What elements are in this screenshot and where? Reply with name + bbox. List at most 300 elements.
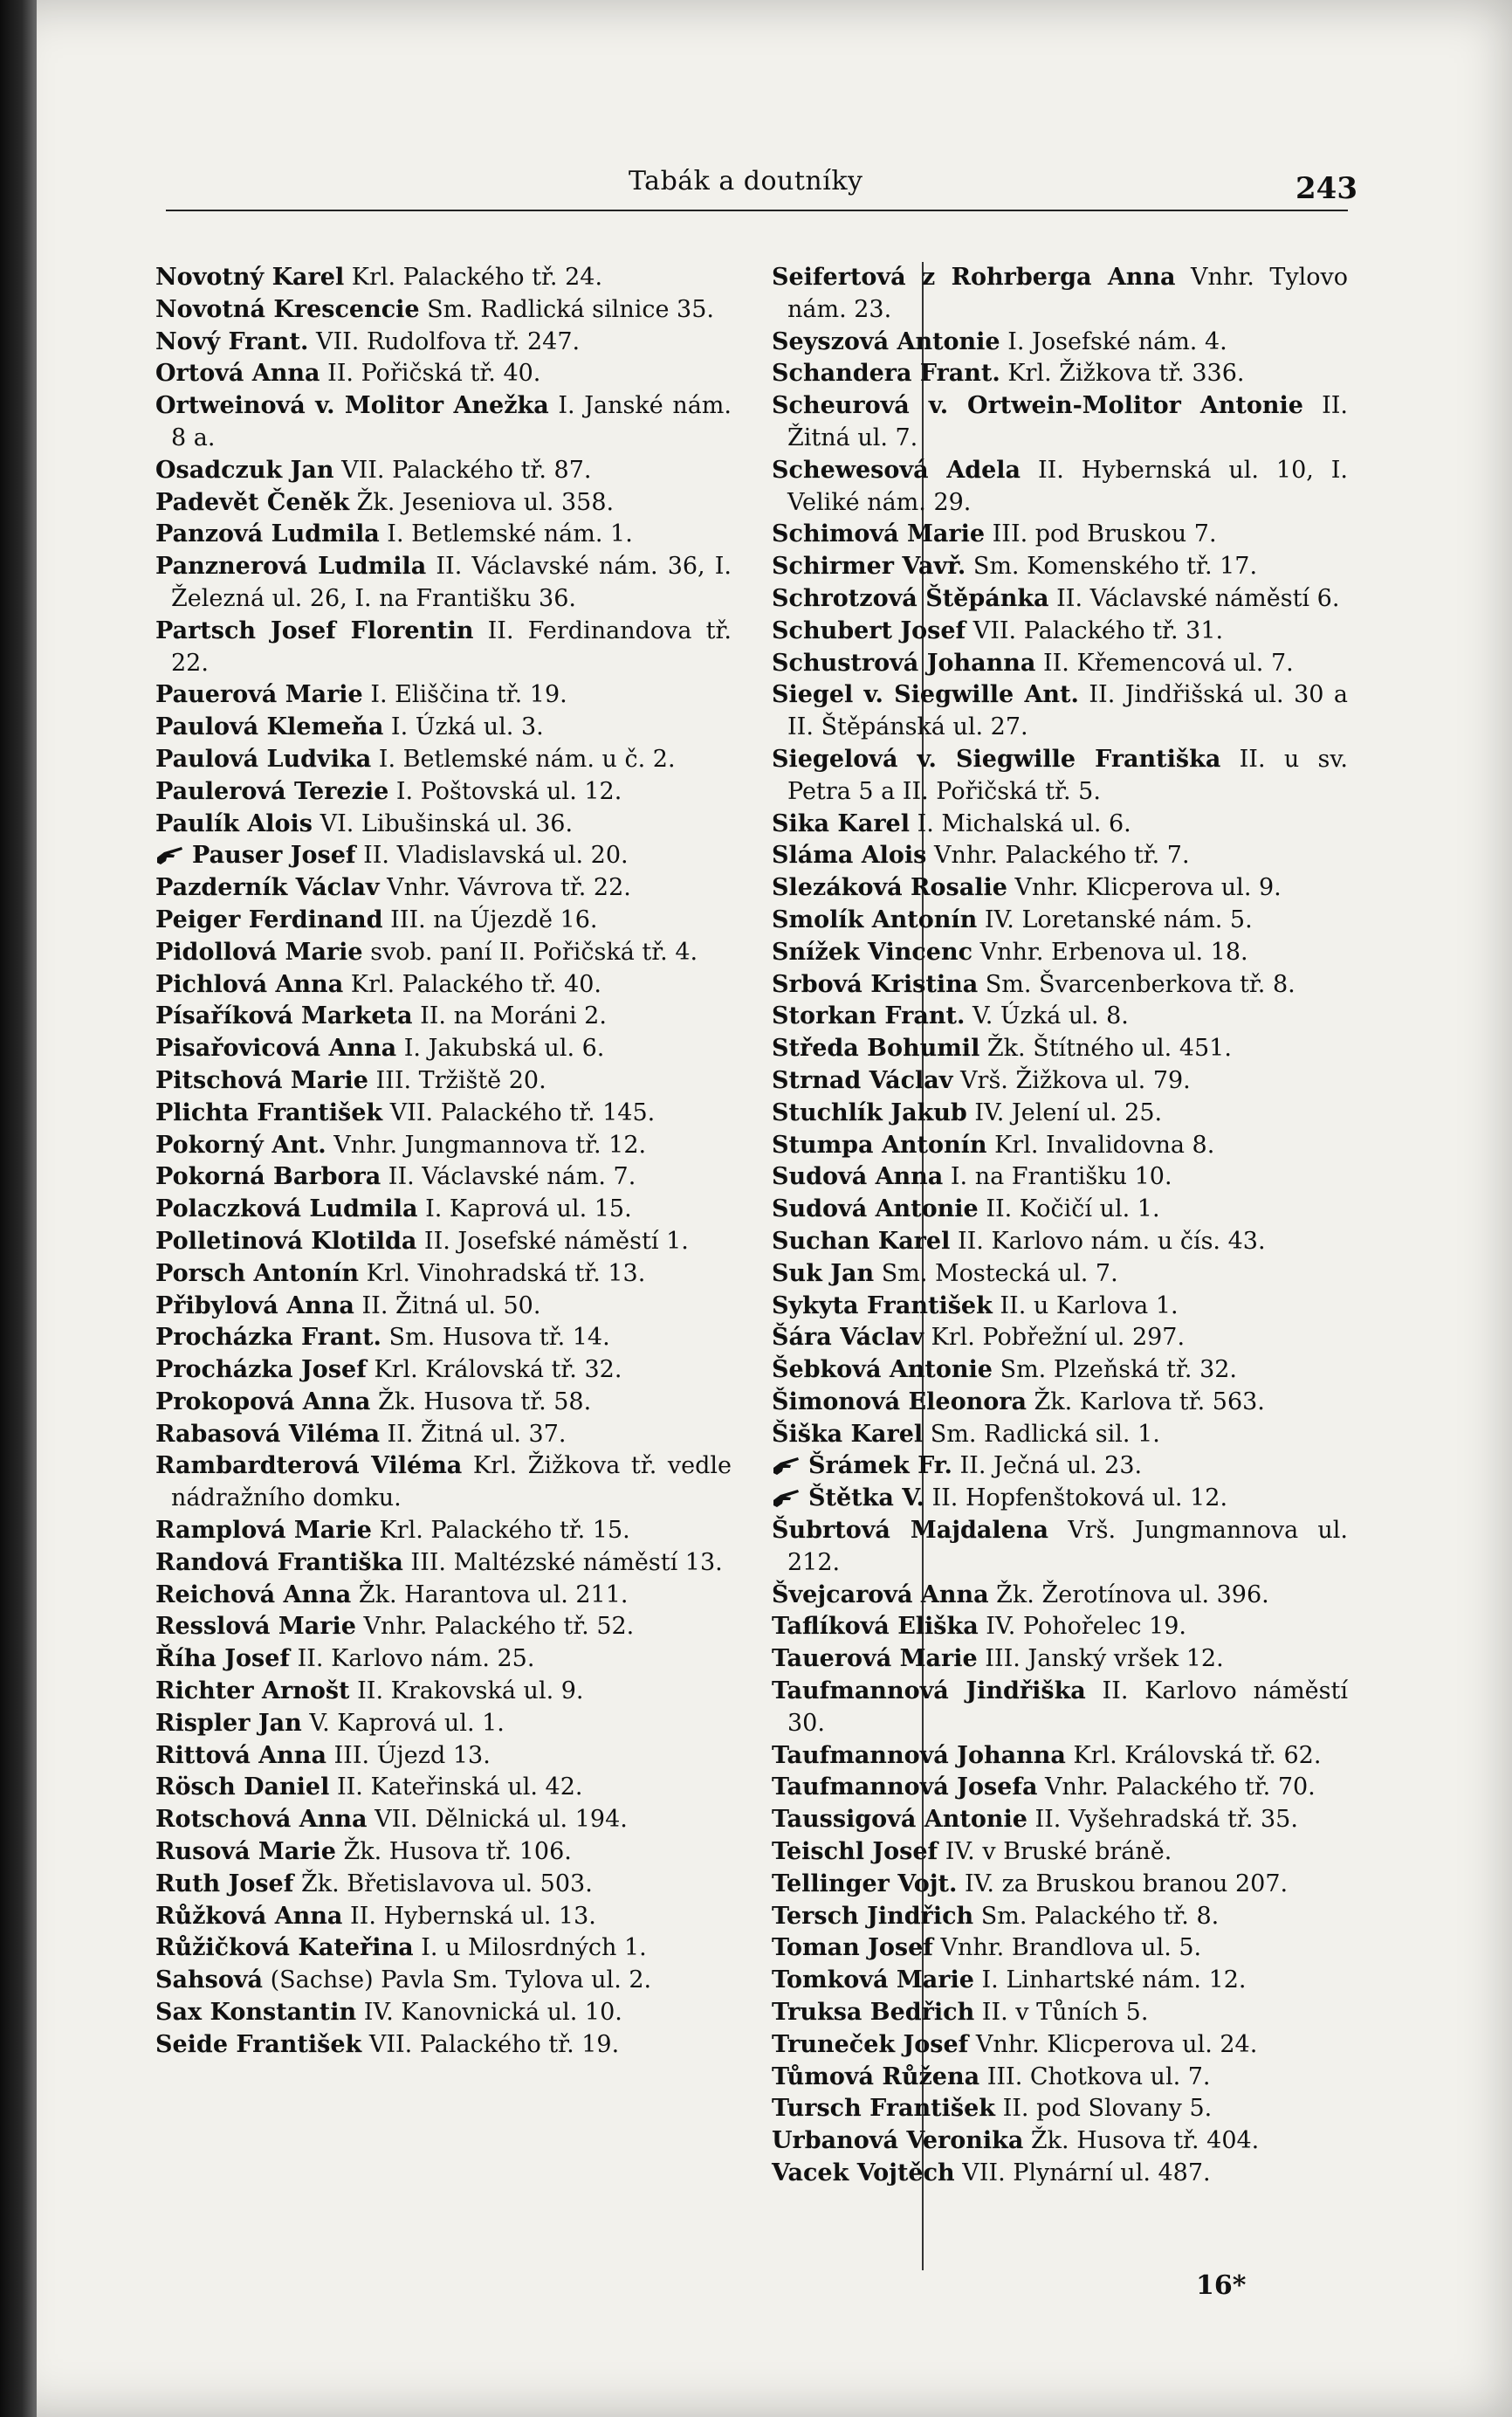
entry-name: Toman Josef bbox=[772, 1934, 933, 1962]
entry-name: Písaříková Marketa bbox=[155, 1002, 413, 1030]
directory-entry bbox=[155, 1676, 732, 1708]
page-number: 243 bbox=[1296, 171, 1357, 206]
directory-entry bbox=[772, 1483, 1348, 1515]
directory-entry bbox=[772, 1194, 1348, 1226]
entry-address: Krl. Palackého tř. 40. bbox=[343, 970, 602, 998]
entry-name: Seifertová z Rohrberga Anna bbox=[772, 264, 1176, 291]
entry-address: Žk. Husova tř. 58. bbox=[370, 1388, 592, 1415]
entry-name: Taufmannová Johanna bbox=[772, 1741, 1066, 1769]
directory-entry bbox=[772, 1098, 1348, 1130]
entry-name: Paulová Ludvika bbox=[155, 745, 372, 773]
directory-entry bbox=[155, 1291, 732, 1323]
directory-entry bbox=[155, 969, 732, 1002]
entry-address: (Sachse) Pavla Sm. Tylova ul. 2. bbox=[263, 1966, 652, 1994]
entry-address: I. na Františku 10. bbox=[943, 1163, 1172, 1191]
entry-address: Vrš. Jungmannova ul. 212. bbox=[787, 1517, 1348, 1576]
directory-entry bbox=[772, 1772, 1348, 1804]
directory-entry bbox=[772, 1643, 1348, 1676]
directory-entry bbox=[155, 809, 732, 841]
pointing-hand-icon bbox=[772, 1456, 801, 1477]
directory-entry bbox=[155, 1772, 732, 1804]
entry-name: Sykyta František bbox=[772, 1291, 993, 1319]
directory-entry bbox=[772, 1804, 1348, 1836]
page-title: Tabák a doutníky bbox=[629, 166, 863, 196]
entry-address: II. Jindřišská ul. 30 a II. Štěpánská ul. 27. bbox=[787, 681, 1349, 741]
entry-address: II. u Karlova 1. bbox=[992, 1291, 1179, 1319]
entry-address: V. Kaprová ul. 1. bbox=[301, 1709, 505, 1737]
entry-name: Plichta František bbox=[155, 1098, 383, 1126]
entry-name: Říha Josef bbox=[155, 1645, 290, 1673]
entry-address: II. Karlovo náměstí 30. bbox=[787, 1677, 1348, 1737]
entry-address: IV. za Bruskou branou 207. bbox=[957, 1870, 1289, 1897]
entry-address: II. Krakovská ul. 9. bbox=[349, 1677, 584, 1705]
directory-entry bbox=[155, 1098, 732, 1130]
entry-address: Vnhr. Jungmannova tř. 12. bbox=[326, 1131, 647, 1159]
entry-name: Tellinger Vojt. bbox=[772, 1870, 958, 1897]
entry-name: Švejcarová Anna bbox=[772, 1580, 989, 1608]
directory-entry bbox=[155, 1836, 732, 1869]
entry-name: Siegel v. Siegwille Ant. bbox=[772, 681, 1079, 709]
directory-entry bbox=[772, 327, 1348, 359]
entry-name: Schandera Frant. bbox=[772, 360, 1000, 388]
directory-entry bbox=[155, 1515, 732, 1547]
directory-entry bbox=[772, 1965, 1348, 1997]
entry-name: Rösch Daniel bbox=[155, 1773, 330, 1801]
directory-entry bbox=[772, 1065, 1348, 1098]
entry-name: Pichlová Anna bbox=[155, 970, 344, 998]
entry-name: Pisařovicová Anna bbox=[155, 1035, 397, 1063]
entry-address: II. Ferdinandova tř. 22. bbox=[171, 616, 732, 677]
directory-entry bbox=[772, 1611, 1348, 1643]
entry-address: VII. Plynární ul. 487. bbox=[954, 2159, 1211, 2187]
entry-address: II. Ječná ul. 23. bbox=[952, 1452, 1143, 1480]
entry-name: Teischl Josef bbox=[772, 1838, 938, 1866]
directory-entry bbox=[772, 1354, 1348, 1387]
entry-address: II. Pořičská tř. 40. bbox=[320, 360, 541, 388]
entry-address: VII. Palackého tř. 31. bbox=[966, 616, 1224, 644]
entry-name: Pokorná Barbora bbox=[155, 1163, 381, 1191]
entry-name: Truksa Bedřich bbox=[772, 1999, 975, 2027]
entry-address: Sm. Radlická silnice 35. bbox=[419, 295, 714, 323]
entry-address: Vnhr. Vávrova tř. 22. bbox=[379, 874, 631, 902]
entry-name: Šubrtová Majdalena bbox=[772, 1517, 1048, 1545]
entry-name: Procházka Josef bbox=[155, 1356, 367, 1384]
entry-address: III. Maltézské náměstí 13. bbox=[402, 1548, 723, 1576]
directory-entry bbox=[155, 2029, 732, 2062]
entry-address: svob. paní II. Pořičská tř. 4. bbox=[362, 938, 698, 966]
directory-entry bbox=[155, 455, 732, 487]
directory-entry bbox=[772, 744, 1348, 809]
directory-entry bbox=[772, 872, 1348, 905]
directory-entry bbox=[155, 1065, 732, 1098]
entry-name: Středa Bohumil bbox=[772, 1035, 980, 1063]
directory-entry bbox=[155, 712, 732, 744]
directory-entry bbox=[155, 294, 732, 327]
entry-address: IV. Pohořelec 19. bbox=[978, 1613, 1186, 1641]
entry-name: Polaczková Ludmila bbox=[155, 1195, 418, 1223]
entry-name: Ramplová Marie bbox=[155, 1517, 372, 1545]
entry-name: Storkan Frant. bbox=[772, 1002, 966, 1030]
entry-address: Krl. Palackého tř. 15. bbox=[371, 1517, 630, 1545]
entry-name: Rabasová Viléma bbox=[155, 1420, 380, 1448]
directory-entry bbox=[772, 1419, 1348, 1451]
entry-address: Žk. Břetislavova ul. 503. bbox=[293, 1870, 593, 1897]
entry-name: Strnad Václav bbox=[772, 1066, 953, 1094]
directory-entry bbox=[155, 744, 732, 776]
directory-entry bbox=[772, 1515, 1348, 1580]
directory-entry bbox=[155, 679, 732, 712]
entry-name: Růžková Anna bbox=[155, 1902, 343, 1930]
entry-address: II. Vyšehradská tř. 35. bbox=[1027, 1806, 1298, 1834]
entry-name: Růžičková Kateřina bbox=[155, 1934, 414, 1962]
entry-address: I. Linhartské nám. 12. bbox=[973, 1966, 1247, 1994]
entry-name: Sláma Alois bbox=[772, 842, 927, 870]
directory-entry bbox=[772, 937, 1348, 969]
directory-entry bbox=[772, 969, 1348, 1002]
entry-address: Žk. Jeseniova ul. 358. bbox=[349, 488, 615, 516]
entry-address: Vnhr. Klicperova ul. 9. bbox=[1007, 874, 1282, 902]
entry-address: I. Michalská ul. 6. bbox=[909, 809, 1131, 837]
entry-address: Vnhr. Brandlova ul. 5. bbox=[932, 1934, 1202, 1962]
entry-name: Sudová Antonie bbox=[772, 1195, 979, 1223]
entry-name: Ortweinová v. Molitor Anežka bbox=[155, 392, 549, 420]
directory-entry bbox=[772, 840, 1348, 872]
entry-address: Žk. Harantova ul. 211. bbox=[351, 1580, 629, 1608]
entry-name: Pidollová Marie bbox=[155, 938, 363, 966]
entry-address: I. Janské nám. 8 a. bbox=[171, 392, 732, 451]
directory-entry bbox=[772, 1676, 1348, 1740]
entry-name: Šebková Antonie bbox=[772, 1356, 993, 1384]
entry-address: I. Poštovská ul. 12. bbox=[388, 777, 622, 805]
entry-name: Resslová Marie bbox=[155, 1613, 356, 1641]
entry-address: III. na Újezdě 16. bbox=[382, 906, 598, 933]
entry-name: Siegelová v. Siegwille Františka bbox=[772, 745, 1221, 773]
directory-entry bbox=[772, 1869, 1348, 1901]
directory-entry bbox=[772, 1322, 1348, 1354]
entry-name: Štětka V. bbox=[808, 1484, 924, 1512]
entry-name: Rotschová Anna bbox=[155, 1806, 368, 1834]
entry-address: II. Kočičí ul. 1. bbox=[978, 1195, 1160, 1223]
entry-address: II. Hybernská ul. 10, I. Veliké nám. 29. bbox=[787, 456, 1349, 516]
entry-name: Taflíková Eliška bbox=[772, 1613, 979, 1641]
entry-name: Panzová Ludmila bbox=[155, 520, 380, 548]
entry-name: Schubert Josef bbox=[772, 616, 966, 644]
directory-entry bbox=[155, 358, 732, 390]
entry-address: Krl. Invalidovna 8. bbox=[986, 1131, 1215, 1159]
entry-name: Pauerová Marie bbox=[155, 681, 363, 709]
entry-address: Krl. Palackého tř. 24. bbox=[344, 264, 603, 291]
header-rule bbox=[166, 210, 1348, 211]
entry-name: Richter Arnošt bbox=[155, 1677, 350, 1705]
entry-address: Vnhr. Tylovo nám. 23. bbox=[787, 264, 1348, 323]
directory-entry bbox=[772, 262, 1348, 327]
entry-name: Tomková Marie bbox=[772, 1966, 974, 1994]
directory-entry bbox=[155, 616, 732, 680]
entry-address: IV. Loretanské nám. 5. bbox=[977, 906, 1253, 933]
entry-name: Paulová Klemeňa bbox=[155, 713, 384, 741]
book-spine-shadow bbox=[0, 0, 37, 2417]
entry-name: Taufmannová Josefa bbox=[772, 1773, 1038, 1801]
entry-address: III. Chotkova ul. 7. bbox=[979, 2062, 1211, 2090]
entry-name: Schrotzová Štěpánka bbox=[772, 584, 1049, 612]
entry-name: Reichová Anna bbox=[155, 1580, 352, 1608]
entry-address: II. na Moráni 2. bbox=[412, 1002, 607, 1030]
directory-entry bbox=[155, 1001, 732, 1033]
directory-entry bbox=[155, 1708, 732, 1740]
entry-name: Slezáková Rosalie bbox=[772, 874, 1007, 902]
pointing-hand-icon bbox=[155, 845, 185, 866]
entry-address: I. Josefské nám. 4. bbox=[1000, 327, 1227, 355]
entry-name: Tersch Jindřich bbox=[772, 1902, 974, 1930]
entry-address: III. Janský vršek 12. bbox=[977, 1645, 1224, 1673]
pointing-hand-icon bbox=[772, 1488, 801, 1509]
entry-address: II. Kateřinská ul. 42. bbox=[329, 1773, 583, 1801]
directory-entry bbox=[155, 840, 732, 872]
directory-entry bbox=[155, 937, 732, 969]
entry-name: Přibylová Anna bbox=[155, 1291, 354, 1319]
entry-address: I. Jakubská ul. 6. bbox=[396, 1035, 605, 1063]
entry-name: Pitschová Marie bbox=[155, 1066, 368, 1094]
entry-name: Šiška Karel bbox=[772, 1420, 924, 1448]
entry-address: II. Václavské nám. 36, I. Železná ul. 26, I. na Františku 36. bbox=[171, 553, 732, 612]
directory-entry bbox=[155, 1580, 732, 1612]
entry-name: Pauser Josef bbox=[192, 842, 356, 870]
right-column bbox=[772, 262, 1348, 2190]
directory-entry bbox=[772, 1580, 1348, 1612]
entry-name: Tůmová Růžena bbox=[772, 2062, 980, 2090]
entry-name: Vacek Vojtěch bbox=[772, 2159, 955, 2187]
directory-entry bbox=[772, 1450, 1348, 1483]
directory-entry bbox=[772, 1901, 1348, 1933]
entry-name: Ruth Josef bbox=[155, 1870, 294, 1897]
entry-address: III. Újezd 13. bbox=[326, 1741, 491, 1769]
directory-entry bbox=[155, 519, 732, 551]
entry-name: Polletinová Klotilda bbox=[155, 1227, 417, 1255]
entry-name: Scheurová v. Ortwein-Molitor Antonie bbox=[772, 392, 1303, 420]
directory-entry bbox=[772, 1258, 1348, 1291]
entry-address: II. Vladislavská ul. 20. bbox=[355, 842, 629, 870]
entry-address: I. Kaprová ul. 15. bbox=[417, 1195, 632, 1223]
directory-entry bbox=[155, 1547, 732, 1580]
entry-address: Krl. Vinohradská tř. 13. bbox=[359, 1259, 646, 1287]
directory-entry bbox=[155, 905, 732, 937]
entry-name: Sudová Anna bbox=[772, 1163, 944, 1191]
directory-entry bbox=[155, 1804, 732, 1836]
entry-name: Truneček Josef bbox=[772, 2030, 969, 2058]
entry-address: IV. v Bruské bráně. bbox=[938, 1838, 1172, 1866]
entry-name: Ortová Anna bbox=[155, 360, 320, 388]
directory-entry bbox=[155, 1354, 732, 1387]
entry-address: Vnhr. Palackého tř. 52. bbox=[355, 1613, 635, 1641]
entry-name: Tursch František bbox=[772, 2095, 995, 2123]
entry-address: Vnhr. Klicperova ul. 24. bbox=[968, 2030, 1258, 2058]
entry-name: Porsch Antonín bbox=[155, 1259, 360, 1287]
directory-entry bbox=[155, 262, 732, 294]
entry-address: II. Žitná ul. 37. bbox=[379, 1420, 567, 1448]
entry-address: II. Křemencová ul. 7. bbox=[1035, 649, 1294, 677]
entry-name: Suk Jan bbox=[772, 1259, 875, 1287]
entry-name: Prokopová Anna bbox=[155, 1388, 371, 1415]
directory-entry bbox=[155, 390, 732, 455]
directory-entry bbox=[155, 1965, 732, 1997]
entry-address: I. Betlemské nám. 1. bbox=[379, 520, 633, 548]
directory-entry bbox=[772, 2029, 1348, 2062]
entry-name: Nový Frant. bbox=[155, 327, 309, 355]
directory-entry bbox=[772, 648, 1348, 680]
entry-address: IV. Jelení ul. 25. bbox=[966, 1098, 1163, 1126]
entry-name: Sika Karel bbox=[772, 809, 910, 837]
directory-entry bbox=[155, 1611, 732, 1643]
directory-entry bbox=[772, 2062, 1348, 2094]
entry-name: Seide František bbox=[155, 2030, 362, 2058]
entry-name: Tauerová Marie bbox=[772, 1645, 978, 1673]
entry-name: Sahsová bbox=[155, 1966, 264, 1994]
entry-name: Paulerová Terezie bbox=[155, 777, 389, 805]
directory-entry bbox=[772, 1226, 1348, 1258]
entry-address: II. Josefské náměstí 1. bbox=[416, 1227, 689, 1255]
directory-entry bbox=[772, 2158, 1348, 2190]
directory-entry bbox=[772, 390, 1348, 455]
entry-address: VI. Libušinská ul. 36. bbox=[313, 809, 574, 837]
entry-address: Krl. Žižkova tř. vedle nádražního domku. bbox=[171, 1452, 732, 1512]
entry-address: I. u Milosrdných 1. bbox=[413, 1934, 647, 1962]
entry-address: Sm. Švarcenberkova tř. 8. bbox=[978, 970, 1296, 998]
entry-name: Stuchlík Jakub bbox=[772, 1098, 967, 1126]
entry-name: Šrámek Fr. bbox=[808, 1452, 952, 1480]
entry-address: IV. Kanovnická ul. 10. bbox=[356, 1999, 622, 2027]
directory-entry bbox=[772, 1387, 1348, 1419]
entry-address: Vnhr. Erbenova ul. 18. bbox=[972, 938, 1248, 966]
entry-address: II. Václavské nám. 7. bbox=[381, 1163, 636, 1191]
entry-address: Žk. Štítného ul. 451. bbox=[979, 1035, 1232, 1063]
entry-name: Taussigová Antonie bbox=[772, 1806, 1027, 1834]
entry-name: Suchan Karel bbox=[772, 1227, 951, 1255]
entry-name: Novotná Krescencie bbox=[155, 295, 420, 323]
entry-address: Žk. Husova tř. 404. bbox=[1023, 2127, 1260, 2155]
entry-address: Vnhr. Palackého tř. 7. bbox=[926, 842, 1190, 870]
directory-entry bbox=[155, 1869, 732, 1901]
directory-entry bbox=[155, 327, 732, 359]
directory-entry bbox=[155, 1258, 732, 1291]
entry-address: Sm. Husova tř. 14. bbox=[381, 1324, 610, 1352]
entry-address: II. Žitná ul. 50. bbox=[354, 1291, 541, 1319]
entry-address: II. Karlovo nám. 25. bbox=[290, 1645, 535, 1673]
directory-entry bbox=[772, 1291, 1348, 1323]
directory-entry bbox=[772, 679, 1348, 744]
entry-address: Krl. Žižkova tř. 336. bbox=[1000, 360, 1245, 388]
directory-entry bbox=[772, 519, 1348, 551]
entry-name: Seyszová Antonie bbox=[772, 327, 1000, 355]
entry-address: II. v Tůních 5. bbox=[974, 1999, 1149, 2027]
entry-name: Šimonová Eleonora bbox=[772, 1388, 1027, 1415]
entry-name: Stumpa Antonín bbox=[772, 1131, 987, 1159]
directory-entry bbox=[772, 2125, 1348, 2158]
directory-entry bbox=[772, 2093, 1348, 2125]
directory-entry bbox=[155, 1161, 732, 1194]
directory-entry bbox=[772, 1033, 1348, 1065]
directory-entry bbox=[772, 1740, 1348, 1773]
entry-address: III. pod Bruskou 7. bbox=[985, 520, 1217, 548]
entry-address: VII. Palackého tř. 19. bbox=[361, 2030, 620, 2058]
directory-entry bbox=[772, 1932, 1348, 1965]
directory-entry bbox=[772, 905, 1348, 937]
entry-name: Rispler Jan bbox=[155, 1709, 302, 1737]
directory-entry bbox=[155, 1419, 732, 1451]
entry-address: III. Tržiště 20. bbox=[368, 1066, 546, 1094]
entry-address: Vnhr. Palackého tř. 70. bbox=[1037, 1773, 1316, 1801]
directory-entry bbox=[155, 1387, 732, 1419]
entry-address: Vrš. Žižkova ul. 79. bbox=[952, 1066, 1191, 1094]
entry-address: V. Úzká ul. 8. bbox=[965, 1002, 1129, 1030]
entry-name: Randová Františka bbox=[155, 1548, 403, 1576]
entry-name: Rittová Anna bbox=[155, 1741, 326, 1769]
entry-name: Snížek Vincenc bbox=[772, 938, 973, 966]
directory-entry bbox=[155, 776, 732, 809]
entry-name: Partsch Josef Florentin bbox=[155, 616, 474, 644]
entry-address: VII. Palackého tř. 145. bbox=[382, 1098, 656, 1126]
entry-address: Krl. Pobřežní ul. 297. bbox=[923, 1324, 1186, 1352]
directory-entry bbox=[155, 1740, 732, 1773]
directory-entry bbox=[772, 1001, 1348, 1033]
directory-entry bbox=[772, 1130, 1348, 1162]
entry-address: II. Hybernská ul. 13. bbox=[342, 1902, 596, 1930]
entry-address: II. u sv. Petra 5 a II. Pořičská tř. 5. bbox=[787, 745, 1348, 805]
directory-entry bbox=[772, 455, 1348, 520]
entry-name: Novotný Karel bbox=[155, 264, 345, 291]
entry-name: Padevět Čeněk bbox=[155, 488, 350, 516]
directory-entry bbox=[155, 487, 732, 520]
entry-name: Smolík Antonín bbox=[772, 906, 978, 933]
entry-address: Sm. Komenského tř. 17. bbox=[966, 553, 1258, 581]
directory-entry bbox=[155, 1033, 732, 1065]
entry-name: Pokorný Ant. bbox=[155, 1131, 326, 1159]
entry-name: Pazderník Václav bbox=[155, 874, 380, 902]
entry-name: Osadczuk Jan bbox=[155, 456, 334, 484]
directory-entry bbox=[155, 1226, 732, 1258]
directory-entry bbox=[155, 1322, 732, 1354]
entry-address: Sm. Radlická sil. 1. bbox=[923, 1420, 1160, 1448]
directory-entry bbox=[155, 1450, 732, 1515]
entry-name: Šára Václav bbox=[772, 1324, 924, 1352]
entry-name: Srbová Kristina bbox=[772, 970, 979, 998]
directory-entry bbox=[155, 872, 732, 905]
entry-address: Krl. Královská tř. 32. bbox=[366, 1356, 622, 1384]
entry-address: II. Karlovo nám. u čís. 43. bbox=[950, 1227, 1266, 1255]
entry-address: II. Žitná ul. 7. bbox=[787, 392, 1349, 451]
left-column bbox=[155, 262, 732, 2062]
entry-address: II. Hopfenštoková ul. 12. bbox=[924, 1484, 1228, 1512]
entry-name: Schimová Marie bbox=[772, 520, 986, 548]
entry-name: Schustrová Johanna bbox=[772, 649, 1036, 677]
entry-name: Panznerová Ludmila bbox=[155, 553, 427, 581]
entry-address: I. Betlemské nám. u č. 2. bbox=[371, 745, 676, 773]
entry-address: VII. Dělnická ul. 194. bbox=[367, 1806, 628, 1834]
entry-address: Sm. Mostecká ul. 7. bbox=[874, 1259, 1118, 1287]
directory-entry bbox=[772, 616, 1348, 648]
entry-name: Procházka Frant. bbox=[155, 1324, 381, 1352]
directory-entry bbox=[772, 551, 1348, 583]
entry-address: II. Václavské náměstí 6. bbox=[1048, 584, 1340, 612]
entry-address: Sm. Palackého tř. 8. bbox=[973, 1902, 1220, 1930]
entry-address: I. Úzká ul. 3. bbox=[383, 713, 544, 741]
directory-entry bbox=[155, 1901, 732, 1933]
entry-name: Sax Konstantin bbox=[155, 1999, 357, 2027]
directory-entry bbox=[155, 1194, 732, 1226]
entry-address: Krl. Královská tř. 62. bbox=[1065, 1741, 1322, 1769]
directory-entry bbox=[772, 1997, 1348, 2029]
entry-name: Paulík Alois bbox=[155, 809, 313, 837]
directory-entry bbox=[155, 1997, 732, 2029]
